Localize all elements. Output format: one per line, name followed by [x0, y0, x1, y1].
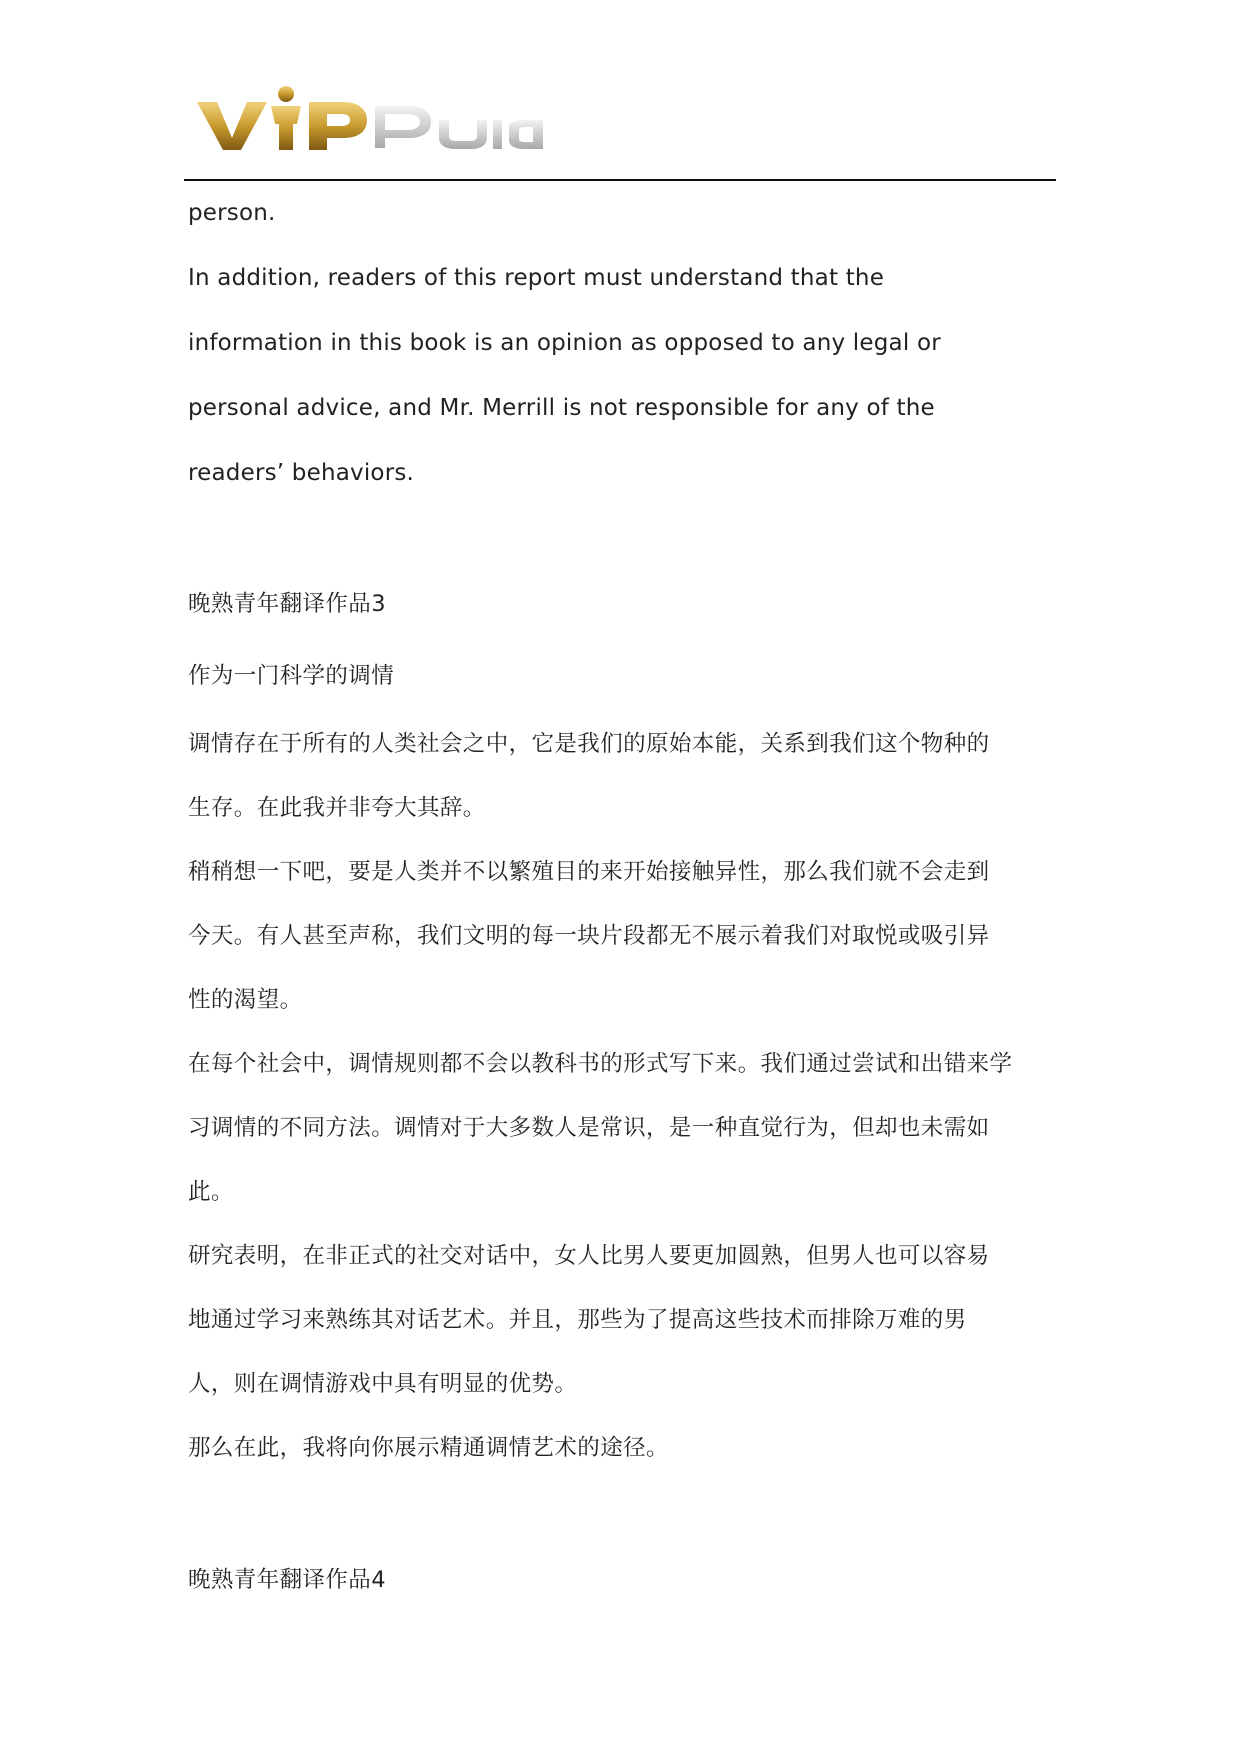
section-label: 晚熟青年翻译作品4 [188, 1567, 386, 1593]
paragraph-line: 今天。有人甚至声称，我们文明的每一块片段都无不展示着我们对取悦或吸引异 [188, 923, 990, 949]
paragraph-line: 那么在此，我将向你展示精通调情艺术的途径。 [188, 1435, 669, 1461]
paragraph-line: In addition, readers of this report must understand that the [188, 265, 885, 291]
header-rule [184, 179, 1056, 181]
paragraph-line: 人，则在调情游戏中具有明显的优势。 [188, 1371, 578, 1397]
section-heading: 作为一门科学的调情 [188, 663, 395, 689]
paragraph-line: person. [188, 200, 276, 226]
paragraph-line: 研究表明，在非正式的社交对话中，女人比男人要更加圆熟，但男人也可以容易 [188, 1243, 990, 1269]
paragraph-line: 生存。在此我并非夸大其辞。 [188, 795, 486, 821]
paragraph-line: information in this book is an opinion as opposed to any legal or [188, 330, 941, 356]
paragraph-line: 调情存在于所有的人类社会之中，它是我们的原始本能，关系到我们这个物种的 [188, 731, 990, 757]
paragraph-line: 稍稍想一下吧，要是人类并不以繁殖目的来开始接触异性，那么我们就不会走到 [188, 859, 990, 885]
paragraph-line: readers’ behaviors. [188, 460, 415, 486]
paragraph-line: 地通过学习来熟练其对话艺术。并且，那些为了提高这些技术而排除万难的男 [188, 1307, 967, 1333]
vippuia-logo [195, 84, 545, 156]
paragraph-line: 在每个社会中，调情规则都不会以教科书的形式写下来。我们通过尝试和出错来学 [188, 1051, 1013, 1077]
paragraph-line: 习调情的不同方法。调情对于大多数人是常识，是一种直觉行为，但却也未需如 [188, 1115, 990, 1141]
paragraph-line: 性的渴望。 [188, 987, 303, 1013]
section-label: 晚熟青年翻译作品3 [188, 591, 386, 617]
paragraph-line: 此。 [188, 1179, 234, 1205]
paragraph-line: personal advice, and Mr. Merrill is not responsible for any of the [188, 395, 935, 421]
